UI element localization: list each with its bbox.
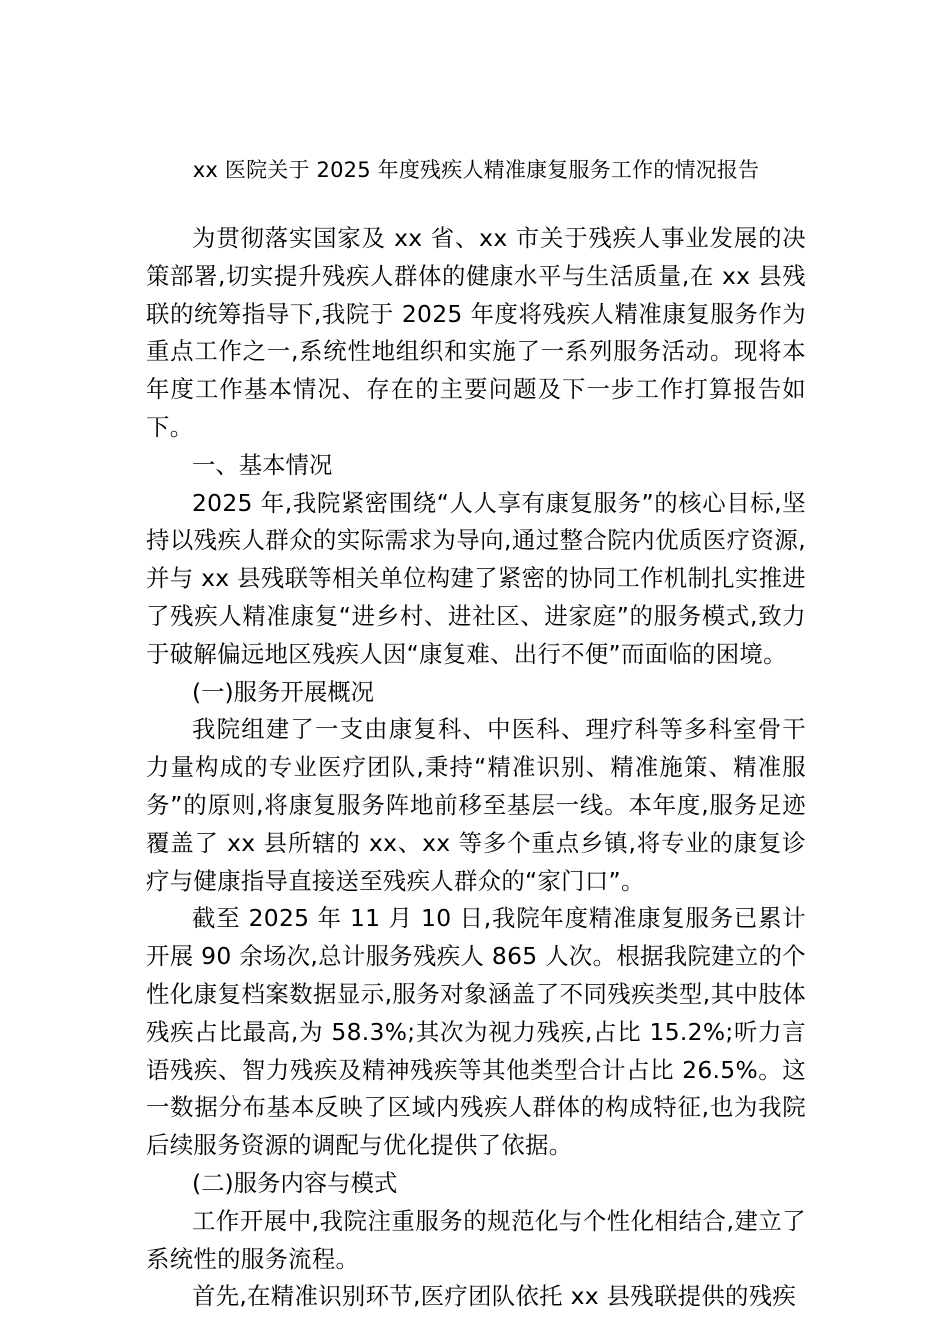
service-overview-paragraph-2: 截至 2025 年 11 月 10 日,我院年度精准康复服务已累计开展 90 余场次,总计服务残疾人 865 人次。根据我院建立的个性化康复档案数据显示,服务对象涵盖了不同残疾类型,其中肢体残疾占比最高,为 58.3%;其次为视力残疾,占比 15.2%;听力言语残疾、智力残疾及精神残疾等其他类型合计占比 26.5%。这一数据分布基本反映了区域内残疾人群体的构成特征,也为我院后续服务资源的调配与优化提供了依据。 [146, 904, 806, 1160]
intro-paragraph: 为贯彻落实国家及 xx 省、xx 市关于残疾人事业发展的决策部署,切实提升残疾人群体的健康水平与生活质量,在 xx 县残联的统筹指导下,我院于 2025 年度将残疾人精准康复服务作为重点工作之一,系统性地组织和实施了一系列服务活动。现将本年度工作基本情况、存在的主要问题及下一步工作打算报告如下。 [146, 224, 806, 441]
document-title: xx 医院关于 2025 年度残疾人精准康复服务工作的情况报告 [192, 158, 760, 182]
document-body [146, 220, 806, 1316]
service-overview-paragraph-1: 我院组建了一支由康复科、中医科、理疗科等多科室骨干力量构成的专业医疗团队,秉持“精准识别、精准施策、精准服务”的原则,将康复服务阵地前移至基层一线。本年度,服务足迹覆盖了 xx 县所辖的 xx、xx 等多个重点乡镇,将专业的康复诊疗与健康指导直接送至残疾人群众的“家门口”。 [146, 715, 806, 895]
service-content-paragraph-1: 工作开展中,我院注重服务的规范化与个性化相结合,建立了系统性的服务流程。 [146, 1206, 806, 1273]
subsection-heading-service-overview: (一)服务开展概况 [192, 677, 374, 706]
document-page [146, 0, 806, 1344]
section-heading-basic-situation: 一、基本情况 [192, 450, 333, 479]
basic-situation-paragraph: 2025 年,我院紧密围绕“人人享有康复服务”的核心目标,坚持以残疾人群众的实际需求为导向,通过整合院内优质医疗资源,并与 xx 县残联等相关单位构建了紧密的协同工作机制扎实推进了残疾人精准康复“进乡村、进社区、进家庭”的服务模式,致力于破解偏远地区残疾人因“康复难、出行不便”而面临的困境。 [146, 488, 806, 668]
service-content-paragraph-2: 首先,在精准识别环节,医疗团队依托 xx 县残联提供的残疾 [192, 1282, 797, 1311]
subsection-heading-service-content: (二)服务内容与模式 [192, 1168, 398, 1197]
